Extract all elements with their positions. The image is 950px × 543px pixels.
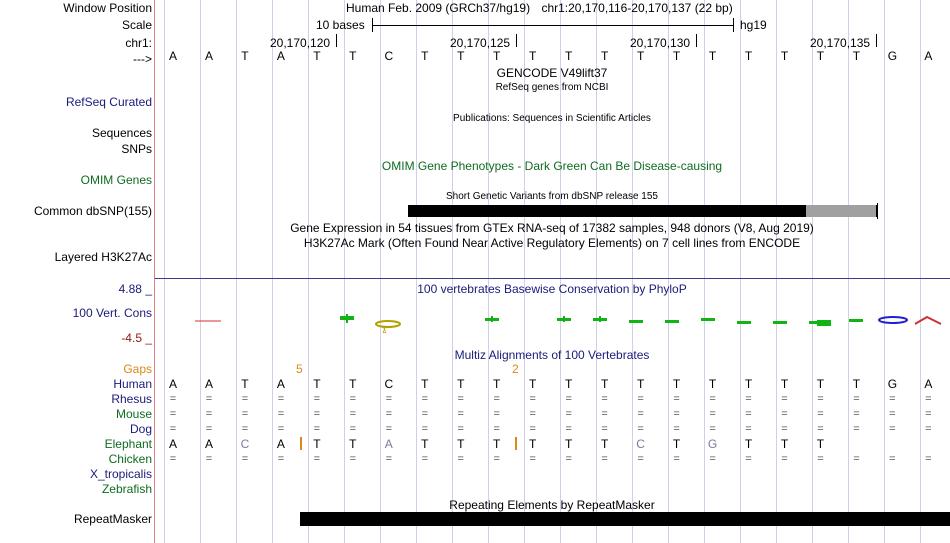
alignment-rhesus-base: = <box>745 393 752 405</box>
alignment-rhesus-base: = <box>493 393 500 405</box>
common-dbsnp-label[interactable]: Common dbSNP(155) <box>33 204 152 218</box>
base-letter: T <box>708 49 717 63</box>
coord-tick-3 <box>696 34 697 47</box>
base-letter: T <box>780 49 789 63</box>
alignment-mouse-base: = <box>313 408 321 420</box>
alignment-mouse-base: = <box>277 408 285 420</box>
alignment-rhesus-base: = <box>385 393 393 405</box>
multiz-track-title[interactable]: Multiz Alignments of 100 Vertebrates <box>454 348 650 362</box>
alignment-elephant-base: T <box>780 437 789 451</box>
alignment-mouse-base: = <box>385 408 393 420</box>
alignment-mouse-base: = <box>745 408 752 420</box>
alignment-rhesus-base: = <box>529 393 536 405</box>
alignment-human-base: T <box>816 377 825 391</box>
species-mouse-label: Mouse <box>115 407 152 421</box>
alignment-mouse-base: = <box>673 408 680 420</box>
alignment-human-base: A <box>204 377 213 391</box>
alignment-rhesus-base: = <box>673 393 680 405</box>
alignment-elephant-base: C <box>636 437 645 451</box>
base-letter: T <box>564 49 573 63</box>
alignment-mouse-base: = <box>529 408 536 420</box>
base-letter: A <box>276 49 285 63</box>
alignment-elephant-base: A <box>384 437 393 451</box>
gencode-track-title[interactable]: GENCODE V49lift37 <box>496 66 608 80</box>
snps-label[interactable]: SNPs <box>121 142 152 156</box>
elephant-gap-marker-2 <box>515 437 517 450</box>
phylop-signal[interactable] <box>155 300 950 340</box>
coord-tick-2 <box>516 34 517 47</box>
base-letter: A <box>168 49 177 63</box>
alignment-dog-base: = <box>385 423 393 435</box>
alignment-rhesus-base: = <box>205 393 213 405</box>
base-letter: T <box>493 49 501 63</box>
alignment-rhesus-base: = <box>781 393 788 405</box>
alignment-rhesus-base: = <box>169 393 177 405</box>
phylop-bar-12-stem <box>563 316 565 322</box>
alignment-elephant-base: T <box>313 437 321 451</box>
base-letter: T <box>672 49 681 63</box>
alignment-chicken-base: = <box>781 453 788 465</box>
phylop-logo-c <box>376 321 400 327</box>
alignment-human-base: T <box>313 377 321 391</box>
position-range: chr1:20,170,116-20,170,137 (22 bp) <box>541 1 733 15</box>
alignment-elephant-base: A <box>276 437 285 451</box>
base-letter: T <box>600 49 609 63</box>
refseq-curated-label[interactable]: RefSeq Curated <box>65 95 152 109</box>
grid-line <box>344 0 345 543</box>
alignment-mouse-base: = <box>241 408 249 420</box>
base-letter: T <box>529 49 537 63</box>
h3k27ac-track-title[interactable]: H3K27Ac Mark (Often Found Near Active Regulatory Elements) on 7 cell lines from ENCODE <box>303 236 801 250</box>
alignment-dog-base: = <box>277 423 285 435</box>
alignment-chicken-base: = <box>709 453 716 465</box>
scale-bar-right-tick <box>733 18 734 32</box>
assembly-name: Human Feb. 2009 (GRCh37/hg19) <box>346 1 531 15</box>
alignment-chicken-base: = <box>493 453 500 465</box>
alignment-rhesus-base: = <box>313 393 321 405</box>
alignment-chicken-base: = <box>853 453 860 465</box>
base-letter: T <box>313 49 321 63</box>
alignment-chicken-base: = <box>457 453 464 465</box>
phylop-max-label: 4.88 _ <box>118 282 152 296</box>
alignment-mouse-base: = <box>853 408 860 420</box>
alignment-chicken-base: = <box>385 453 393 465</box>
base-letter: A <box>204 49 213 63</box>
alignment-chicken-base: = <box>925 453 932 465</box>
alignment-chicken-base: = <box>745 453 752 465</box>
phylop-logo-a <box>915 317 941 324</box>
alignment-mouse-base: = <box>349 408 357 420</box>
base-letter: T <box>816 49 825 63</box>
repeatmasker-feature-bar[interactable] <box>300 512 950 526</box>
alignment-human-base: C <box>384 377 394 391</box>
alignment-elephant-base: T <box>457 437 465 451</box>
grid-line <box>164 0 165 543</box>
alignment-mouse-base: = <box>565 408 572 420</box>
alignment-elephant-base: T <box>816 437 825 451</box>
alignment-human-base: T <box>421 377 429 391</box>
alignment-mouse-base: = <box>709 408 716 420</box>
alignment-mouse-base: = <box>637 408 644 420</box>
alignment-dog-base: = <box>241 423 249 435</box>
alignment-dog-base: = <box>565 423 572 435</box>
alignment-human-base: T <box>672 377 681 391</box>
species-zebrafish-label: Zebrafish <box>101 482 152 496</box>
scale-db: hg19 <box>740 18 767 32</box>
species-chicken-label: Chicken <box>108 452 152 466</box>
sequences-label[interactable]: Sequences <box>91 126 152 140</box>
alignment-chicken-base: = <box>421 453 428 465</box>
gap-count-2: 2 <box>512 362 519 376</box>
grid-line <box>272 0 273 543</box>
alignment-elephant-base: T <box>493 437 501 451</box>
alignment-human-base: G <box>887 377 898 391</box>
alignment-elephant-base: T <box>744 437 753 451</box>
phylop-bar-21 <box>849 319 863 322</box>
alignment-chicken-base: = <box>601 453 608 465</box>
alignment-mouse-base: = <box>781 408 788 420</box>
alignment-chicken-base: = <box>277 453 285 465</box>
repeatmasker-track-title[interactable]: Repeating Elements by RepeatMasker <box>449 498 655 512</box>
alignment-elephant-base: C <box>240 437 250 451</box>
phylop-bar-20 <box>817 320 831 326</box>
alignment-mouse-base: = <box>889 408 896 420</box>
alignment-elephant-base: T <box>672 437 681 451</box>
layered-h3k27ac-label[interactable]: Layered H3K27Ac <box>54 250 152 264</box>
alignment-chicken-base: = <box>889 453 896 465</box>
alignment-human-base: T <box>708 377 717 391</box>
grid-line <box>200 0 201 543</box>
base-letter: T <box>852 49 861 63</box>
window-position-label: Window Position <box>63 1 152 15</box>
coord-label-4: 20,170,135 <box>810 36 871 50</box>
alignment-rhesus-base: = <box>925 393 932 405</box>
alignment-rhesus-base: = <box>565 393 572 405</box>
alignment-dog-base: = <box>853 423 860 435</box>
track-divider <box>155 278 950 279</box>
alignment-human-base: A <box>168 377 177 391</box>
base-letter: T <box>349 49 357 63</box>
alignment-chicken-base: = <box>205 453 213 465</box>
phylop-logo-c-label: Ϫ <box>382 326 387 335</box>
alignment-dog-base: = <box>673 423 680 435</box>
alignment-rhesus-base: = <box>421 393 428 405</box>
coord-label-1: 20,170,120 <box>270 36 331 50</box>
alignment-rhesus-base: = <box>709 393 716 405</box>
alignment-human-base: A <box>276 377 285 391</box>
alignment-mouse-base: = <box>925 408 932 420</box>
base-letter: C <box>384 49 394 63</box>
alignment-chicken-base: = <box>817 453 824 465</box>
base-letter: A <box>924 49 933 63</box>
dbsnp-track-title[interactable]: Short Genetic Variants from dbSNP release 155 <box>446 191 658 202</box>
species-dog-label: Dog <box>129 422 152 436</box>
alignment-rhesus-base: = <box>817 393 824 405</box>
alignment-human-base: T <box>493 377 501 391</box>
alignment-mouse-base: = <box>457 408 464 420</box>
base-letter: T <box>421 49 429 63</box>
alignment-elephant-base: T <box>421 437 429 451</box>
alignment-human-base: T <box>241 377 249 391</box>
alignment-human-base: T <box>564 377 573 391</box>
alignment-chicken-base: = <box>169 453 177 465</box>
alignment-dog-base: = <box>313 423 321 435</box>
dbsnp-feature-end-tick <box>877 203 878 219</box>
alignment-rhesus-base: = <box>349 393 357 405</box>
alignment-chicken-base: = <box>313 453 321 465</box>
alignment-human-base: T <box>852 377 861 391</box>
alignment-rhesus-base: = <box>457 393 464 405</box>
coord-tick-4 <box>876 34 877 47</box>
alignment-elephant-base: T <box>600 437 609 451</box>
phylop-logo-g <box>879 317 907 323</box>
alignment-elephant-base: A <box>168 437 177 451</box>
phylop-min-label: -4.5 _ <box>121 331 152 345</box>
alignment-dog-base: = <box>601 423 608 435</box>
scale-label: Scale <box>121 18 152 32</box>
assembly-title <box>346 1 733 15</box>
omim-track-title[interactable]: OMIM Gene Phenotypes - Dark Green Can Be Disease-causing <box>381 159 723 173</box>
alignment-mouse-base: = <box>205 408 213 420</box>
scale-text: 10 bases <box>316 18 365 32</box>
phylop-bar-17 <box>737 321 751 324</box>
alignment-human-base: T <box>457 377 465 391</box>
dbsnp-feature-gray[interactable] <box>806 205 876 217</box>
coord-tick-1 <box>336 34 337 47</box>
alignment-human-base: T <box>349 377 357 391</box>
alignment-elephant-base: T <box>564 437 573 451</box>
alignment-mouse-base: = <box>169 408 177 420</box>
alignment-chicken-base: = <box>565 453 572 465</box>
coord-label-2: 20,170,125 <box>450 36 511 50</box>
phylop-bar-13-stem <box>599 316 601 322</box>
alignment-dog-base: = <box>457 423 464 435</box>
vert-cons-label[interactable]: 100 Vert. Cons <box>72 306 152 320</box>
base-letter: T <box>636 49 645 63</box>
repeatmasker-label[interactable]: RepeatMasker <box>73 512 152 526</box>
alignment-chicken-base: = <box>637 453 644 465</box>
alignment-human-base: T <box>744 377 753 391</box>
alignment-dog-base: = <box>493 423 500 435</box>
alignment-dog-base: = <box>925 423 932 435</box>
species-human-label: Human <box>113 377 152 391</box>
alignment-dog-base: = <box>421 423 428 435</box>
alignment-human-base: T <box>529 377 537 391</box>
alignment-rhesus-base: = <box>853 393 860 405</box>
alignment-elephant-base: T <box>349 437 357 451</box>
alignment-mouse-base: = <box>817 408 824 420</box>
alignment-dog-base: = <box>529 423 536 435</box>
alignment-elephant-base: T <box>529 437 537 451</box>
gtex-track-title[interactable]: Gene Expression in 54 tissues from GTEx RNA-seq of 17382 samples, 948 donors (V8, Aug 2019) <box>290 221 814 235</box>
base-letter: T <box>457 49 465 63</box>
phylop-bar-16 <box>701 318 715 321</box>
base-letter: T <box>744 49 753 63</box>
strand-arrow-label: ---> <box>133 52 152 66</box>
phylop-bars <box>195 314 941 335</box>
species-rhesus-label: Rhesus <box>111 392 152 406</box>
alignment-dog-base: = <box>169 423 177 435</box>
gap-count-1: 5 <box>296 362 303 376</box>
publications-track-title[interactable]: Publications: Sequences in Scientific Articles <box>453 113 651 124</box>
alignment-rhesus-base: = <box>241 393 249 405</box>
alignment-dog-base: = <box>889 423 896 435</box>
gaps-label: Gaps <box>123 362 152 376</box>
phylop-bar-5-stem <box>346 314 348 323</box>
species-elephant-label: Elephant <box>104 437 152 451</box>
alignment-chicken-base: = <box>349 453 357 465</box>
alignment-rhesus-base: = <box>889 393 896 405</box>
alignment-rhesus-base: = <box>277 393 285 405</box>
phylop-track-title[interactable]: 100 vertebrates Basewise Conservation by PhyloP <box>417 282 687 296</box>
base-letter: G <box>887 49 898 63</box>
scale-bar <box>372 25 733 26</box>
alignment-rhesus-base: = <box>601 393 608 405</box>
alignment-dog-base: = <box>817 423 824 435</box>
alignment-rhesus-base: = <box>637 393 644 405</box>
grid-line <box>308 0 309 543</box>
alignment-dog-base: = <box>781 423 788 435</box>
alignment-dog-base: = <box>709 423 716 435</box>
alignment-elephant-base: A <box>204 437 213 451</box>
alignment-human-base: A <box>924 377 933 391</box>
base-letter: T <box>241 49 249 63</box>
phylop-bar-18 <box>773 321 787 324</box>
alignment-chicken-base: = <box>241 453 249 465</box>
alignment-mouse-base: = <box>601 408 608 420</box>
alignment-mouse-base: = <box>421 408 428 420</box>
grid-line <box>236 0 237 543</box>
alignment-chicken-base: = <box>529 453 536 465</box>
species-xtropicalis-label: X_tropicalis <box>89 467 152 481</box>
coord-label-3: 20,170,130 <box>630 36 691 50</box>
alignment-dog-base: = <box>205 423 213 435</box>
refseq-track-subtitle[interactable]: RefSeq genes from NCBI <box>495 82 609 93</box>
alignment-chicken-base: = <box>673 453 680 465</box>
phylop-bar-10-stem <box>491 316 493 322</box>
alignment-dog-base: = <box>349 423 357 435</box>
alignment-human-base: T <box>600 377 609 391</box>
phylop-bar-14 <box>629 320 643 323</box>
alignment-dog-base: = <box>745 423 752 435</box>
phylop-bar-15 <box>665 320 679 323</box>
scale-bar-left-tick <box>372 18 373 32</box>
alignment-human-base: T <box>636 377 645 391</box>
alignment-human-base: T <box>780 377 789 391</box>
alignment-elephant-base: G <box>707 437 718 451</box>
chrom-label: chr1: <box>125 36 152 50</box>
alignment-dog-base: = <box>637 423 644 435</box>
alignment-mouse-base: = <box>493 408 500 420</box>
elephant-gap-marker-1 <box>300 437 302 450</box>
omim-genes-label[interactable]: OMIM Genes <box>80 173 152 187</box>
